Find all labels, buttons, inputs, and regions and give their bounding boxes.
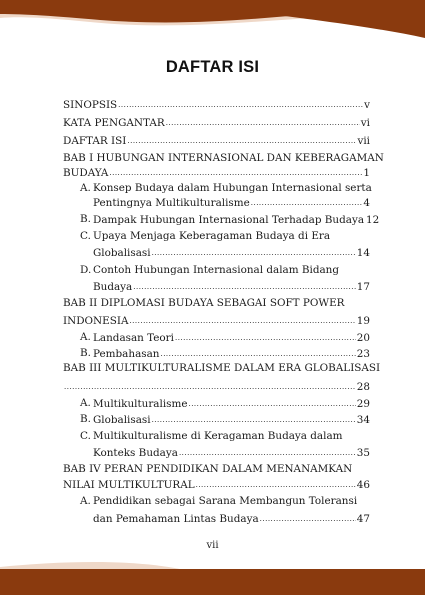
toc-page-number: 34 [356,414,370,426]
toc-page-number: 28 [356,381,370,393]
toc-entry-label: Globalisasi [93,247,151,259]
toc-page-number: 20 [356,332,370,344]
toc-entry-label: DAFTAR ISI [63,135,127,147]
toc-entry-label: Globalisasi [93,414,151,426]
toc-entry-kata-pengantar[interactable] [63,116,370,130]
item-title-line: Upaya Menjaga Keberagaman Budaya di Era [93,230,331,242]
top-wave-decoration [0,0,425,45]
item-letter: C. [80,430,91,442]
toc-entry-bab-3-b[interactable] [93,413,370,427]
toc-page-number: 14 [356,247,370,259]
toc-entry-label: Landasan Teori [93,332,174,344]
item-letter: D. [80,264,92,276]
toc-entry-bab-2-b[interactable] [93,347,370,361]
leader-dots [152,413,356,427]
leader-dots [179,446,356,460]
toc-entry-label: Pentingnya Multikulturalisme [93,197,250,209]
leader-dots [160,347,355,361]
toc-entry-label: dan Pemahaman Lintas Budaya [93,513,259,525]
chapter-title-line: BAB III MULTIKULTURALISME DALAM ERA GLOBALISASI [63,362,381,374]
item-letter: B. [80,347,91,359]
leader-dots [188,397,355,411]
toc-entry-label: Pembahasan [93,348,160,360]
leader-dots [129,314,355,328]
toc-page-number: 17 [356,281,370,293]
toc-entry-label: BUDAYA [63,167,109,179]
toc-entry-bab-2[interactable] [63,314,370,328]
chapter-title-line: BAB IV PERAN PENDIDIKAN DALAM MENANAMKAN [63,463,353,475]
page-title: DAFTAR ISI [165,58,260,76]
toc-page-number: 47 [356,513,370,525]
item-title-line: Multikulturalisme di Keragaman Budaya dalam [93,430,343,442]
toc-page-number: 4 [363,197,370,209]
toc-entry-bab-1-c[interactable] [93,246,370,260]
toc-entry-bab-2-a[interactable] [93,331,370,345]
item-title-line: Contoh Hubungan Internasional dalam Bidang [93,264,340,276]
toc-page-number: 23 [356,348,370,360]
toc-entry-bab-1-d[interactable] [93,280,370,294]
toc-entry-label: SINOPSIS [63,99,118,111]
leader-dots [133,280,356,294]
toc-entry-bab-3-c[interactable] [93,446,370,460]
toc-entry-daftar-isi[interactable] [63,134,370,148]
toc-entry-bab-3[interactable] [63,380,370,394]
leader-dots [64,380,356,394]
leader-dots [166,116,360,130]
toc-entry-label: Multikulturalisme [93,398,188,410]
item-letter: A. [80,182,91,194]
toc-entry-bab-1-b[interactable] [93,213,380,227]
leader-dots [152,246,356,260]
toc-entry-bab-3-a[interactable] [93,397,370,411]
chapter-title-line: BAB II DIPLOMASI BUDAYA SEBAGAI SOFT POWER [63,297,345,309]
toc-entry-label: Budaya [93,281,133,293]
toc-page-number: 19 [356,315,370,327]
leader-dots [260,512,356,526]
toc-page-number: vi [360,117,370,129]
item-title-line: Konsep Budaya dalam Hubungan Internasional serta [93,182,372,194]
item-letter: A. [80,397,91,409]
toc-page-number: 1 [363,167,370,179]
toc-page-number: vii [357,135,370,147]
item-letter: B. [80,213,91,225]
leader-dots [175,331,356,345]
toc-entry-label: NILAI MULTIKULTURAL [63,479,195,491]
item-letter: A. [80,331,91,343]
toc-entry-label: INDONESIA [63,315,129,327]
item-letter: A. [80,495,91,507]
toc-page-number: 46 [356,479,370,491]
item-letter: B. [80,413,91,425]
leader-dots [196,478,356,492]
toc-entry-sinopsis[interactable] [63,98,370,112]
toc-entry-label: KATA PENGANTAR [63,117,165,129]
item-letter: C. [80,230,91,242]
toc-page-number: 29 [356,398,370,410]
chapter-title-line: BAB I HUBUNGAN INTERNASIONAL DAN KEBERAGAMAN [63,152,384,164]
leader-dots [251,196,363,210]
toc-entry-bab-1-a[interactable] [93,196,370,210]
leader-dots [109,166,362,180]
toc-page-number: 12 [366,214,380,226]
toc-entry-bab-1[interactable] [63,166,370,180]
leader-dots [127,134,356,148]
toc-page-number: 35 [356,447,370,459]
leader-dots [118,98,363,112]
toc-entry-label: Konteks Budaya [93,447,178,459]
toc-page-number: v [364,99,370,111]
toc-entry-bab-4-a[interactable] [93,512,370,526]
toc-entry-label: Dampak Hubungan Internasional Terhadap Budaya [93,214,365,226]
page-number: vii [206,540,219,551]
item-title-line: Pendidikan sebagai Sarana Membangun Toleransi [93,495,358,507]
bottom-wave-decoration [0,555,425,595]
toc-entry-bab-4[interactable] [63,478,370,492]
